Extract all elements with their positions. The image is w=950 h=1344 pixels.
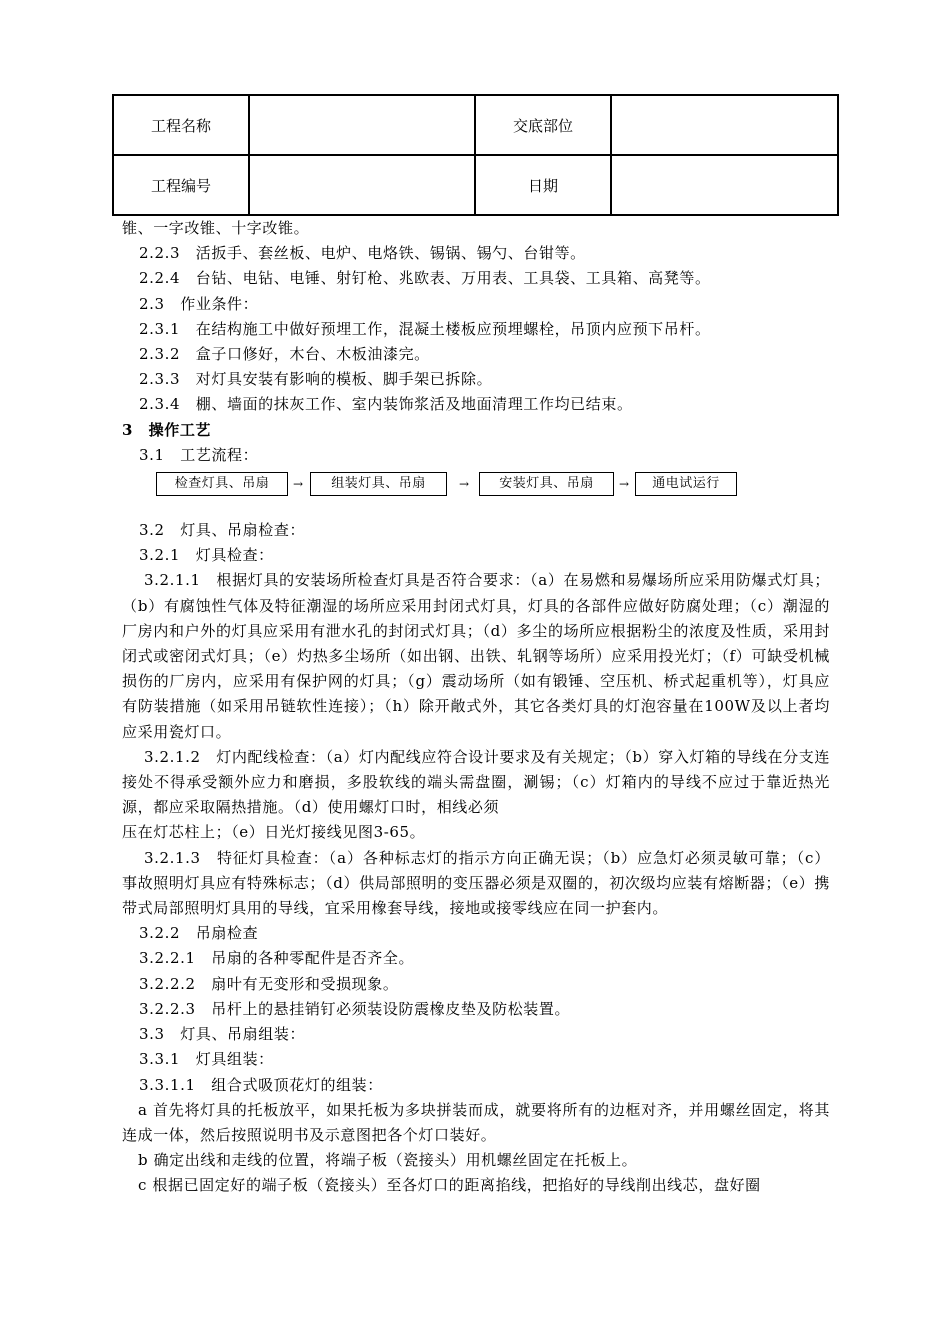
section-heading: 3.2 灯具、吊扇检查： [139,521,306,540]
date-label: 日期 [475,155,611,215]
body-line: 3.2.2.1 吊扇的各种零配件是否齐全。 [139,949,415,968]
body-line: 3.2.2.3 吊杆上的悬挂销钉必须装设防震橡皮垫及防松装置。 [139,999,571,1018]
body-line: 2.3.2 盒子口修好，木台、木板油漆完。 [139,345,430,364]
flow-step-assemble: 组装灯具、吊扇 [310,472,447,496]
disclosure-part-value [611,95,838,155]
paragraph: 压在灯芯柱上；（e）日光灯接线见图3-65。 [122,823,426,842]
paragraph: a 首先将灯具的托板放平，如果托板为多块拼装而成，就要将所有的边框对齐，并用螺丝固定，将其连成一体，然后按照说明书及示意图把各个灯口装好。 [122,1100,830,1144]
arrow-icon: → [459,477,470,492]
paragraph: 3.2.1.2 灯内配线检查：（a）灯内配线应符合设计要求及有关规定；（b）穿入灯箱的导线在分支连接处不得承受额外应力和磨损，多股软线的端头需盘圈，涮锡；（c）灯箱内的导线不应过于靠近热光源，都应采取隔热措施。（d）使用螺灯口时，相线必须 [122,747,830,817]
paragraph: c 根据已固定好的端子板（瓷接头）至各灯口的距离掐线，把掐好的导线削出线芯，盘好圈 [138,1176,761,1195]
body-line: 2.2.4 台钻、电钻、电锤、射钉枪、兆欧表、万用表、工具袋、工具箱、高凳等。 [139,269,711,288]
body-line: 2.3.1 在结构施工中做好预埋工作，混凝土楼板应预埋螺栓，吊顶内应预下吊杆。 [139,319,711,338]
section-heading: 3.1 工艺流程： [139,445,259,464]
project-name-label: 工程名称 [113,95,249,155]
body-line: 2.3.4 棚、墙面的抹灰工作、室内装饰浆活及地面清理工作均已结束。 [139,395,633,414]
section-heading: 3.3.1.1 组合式吸顶花灯的组装： [139,1075,383,1094]
body-line: 2.2.3 活扳手、套丝板、电炉、电烙铁、锡锅、锡勺、台钳等。 [139,244,586,263]
paragraph: 3.2.1.1 根据灯具的安装场所检查灯具是否符合要求：（a）在易燃和易爆场所应采用防爆式灯具；（b）有腐蚀性气体及特征潮湿的场所应采用封闭式灯具，灯具的各部件应做好防腐处理；（c）潮湿的厂房内和户外的灯具应采用有泄水孔的封闭式灯具；（d）多尘的场所应根据粉尘的浓度及性质，采用封闭式或密闭式灯具；（e）灼热多尘场所（如出钢、出铁、轧钢等场所）应采用投光灯；（f）可缺受机械损伤的厂房内，应采用有保护网的灯具；（g）震动场所（如有锻锤、空压机、桥式起重机等），灯具应有防装措施（如采用吊链软性连接）；（h）除开敞式外，其它各类灯具的灯泡容量在100W及以上者均应采用瓷灯口。 [122,571,830,741]
project-name-value [249,95,475,155]
date-value [611,155,838,215]
process-flow-diagram [122,468,830,502]
body-line: 3.2.2.2 扇叶有无变形和受损现象。 [139,974,399,993]
chapter-heading: 3 操作工艺 [122,420,212,439]
flow-step-test-run: 通电试运行 [635,472,737,496]
section-heading: 3.3.1 灯具组装： [139,1050,274,1069]
arrow-icon: → [293,477,304,492]
arrow-icon: → [619,477,630,492]
flow-step-inspect: 检查灯具、吊扇 [156,472,288,496]
section-heading: 3.3 灯具、吊扇组装： [139,1025,306,1044]
section-heading: 3.2.2 吊扇检查 [139,924,259,943]
header-info-table [112,94,839,216]
paragraph: 3.2.1.3 特征灯具检查：（a）各种标志灯的指示方向正确无误；（b）应急灯必须灵敏可靠；（c）事故照明灯具应有特殊标志；（d）供局部照明的变压器必须是双圈的，初次级均应装有熔断器；（e）携带式局部照明灯具用的导线，宜采用橡套导线，接地或接零线应在同一护套内。 [122,848,830,918]
flow-step-install: 安装灯具、吊扇 [479,472,614,496]
paragraph: b 确定出线和走线的位置，将端子板（瓷接头）用机螺丝固定在托板上。 [138,1151,638,1170]
section-heading: 3.2.1 灯具检查： [139,546,274,565]
project-number-label: 工程编号 [113,155,249,215]
body-line: 2.3.3 对灯具安装有影响的模板、脚手架已拆除。 [139,370,493,389]
disclosure-part-label: 交底部位 [475,95,611,155]
section-heading: 2.3 作业条件： [139,294,259,313]
document-body [122,216,830,1199]
body-line: 锥、一字改锥、十字改锥。 [122,219,310,237]
project-number-value [249,155,475,215]
